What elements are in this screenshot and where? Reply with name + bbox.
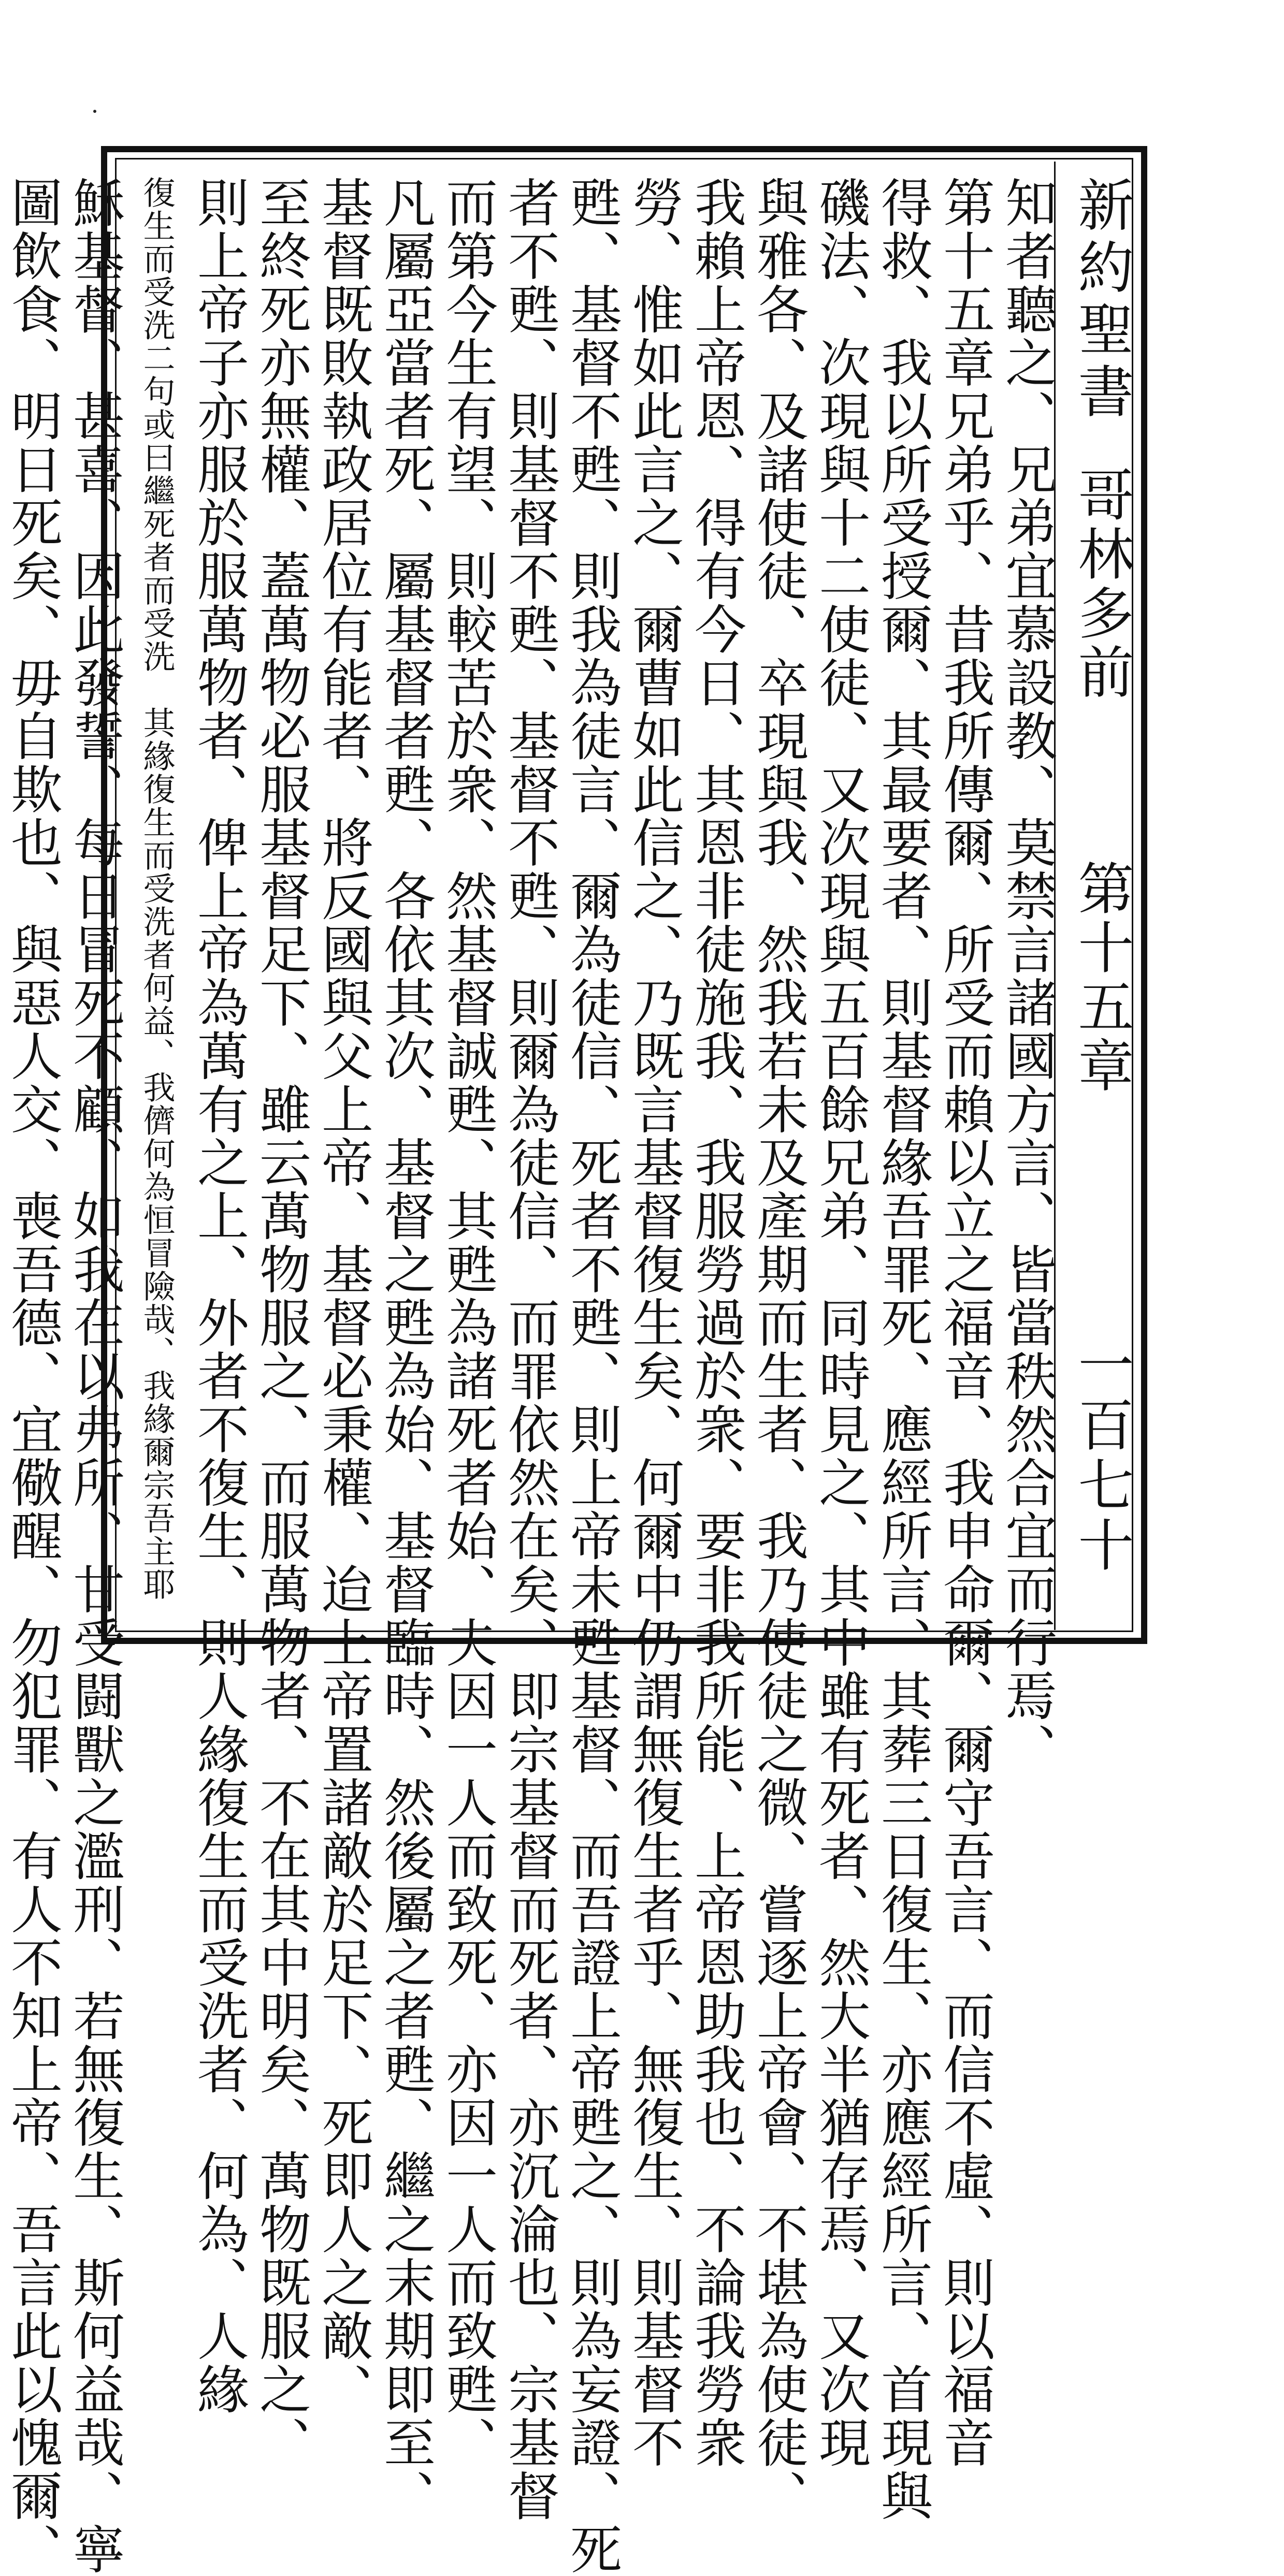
text-column: 知者聽之、兄弟宜慕設教、莫禁言諸國方言、皆當秩然合宜而行焉、 [997, 176, 1057, 1776]
book-name: 哥林多前 [1069, 466, 1133, 702]
page-number: 一百七十 [1069, 1336, 1133, 1576]
text-column: 穌基督、甚喜、因此發誓、每日冒死不顧、如我在以弗所、甘受闘獸之濫刑、若無復生、斯何益哉、寧 [64, 176, 125, 2576]
text-column: 得救、我以所受授爾、其最要者、則基督緣吾罪死、應經所言、其葬三日復生、亦應經所言、首現與 [872, 176, 933, 2523]
book-title: 新約聖書 [1069, 176, 1133, 425]
speck-mark [93, 110, 96, 113]
text-column: 我賴上帝恩、得有今日、其恩非徒施我、我服勞過於衆、要非我所能、上帝恩助我也、不論我勞衆 [686, 176, 746, 2469]
chapter-label: 第十五章 [1069, 860, 1133, 1096]
text-column: 者不甦、則基督不甦、基督不甦、則爾為徒信、而罪依然在矣、即宗基督而死者、亦沉淪也、宗基督 [499, 176, 560, 2523]
text-column: 則上帝子亦服於服萬物者、俾上帝為萬有之上、外者不復生、則人緣復生而受洗者、何為、人緣 [189, 176, 249, 2416]
text-column: 第十五章兄弟乎、昔我所傳爾、所受而賴以立之福音、我申命爾、爾守吾言、而信不虛、則以福音 [934, 176, 995, 2469]
running-header [1062, 176, 1139, 1605]
text-column: 磯法、次現與十二使徒、又次現與五百餘兄弟、同時見之、其中雖有死者、然大半猶存焉、又次現 [810, 176, 871, 2469]
text-column: 圖飲食、明日死矣、毋自欺也、與惡人交、喪吾德、宜儆醒、勿犯罪、有人不知上帝、吾言此以愧爾、 [2, 176, 63, 2576]
text-column: 勞、惟如此言之、爾曹如此信之、乃既言基督復生矣、何爾中仍謂無復生者乎、無復生、則基督不 [624, 176, 684, 2469]
text-column: 至終死亦無權、蓋萬物必服基督足下、雖云萬物服之、而服萬物者、不在其中明矣、萬物既服之、 [251, 176, 311, 2469]
text-column: 凡屬亞當者死、屬基督者甦、各依其次、基督之甦為始、基督臨時、然後屬之者甦、繼之末期即至、 [375, 176, 436, 2523]
text-column: 而第今生有望、則較苦於衆、然基督誠甦、其甦為諸死者始、夫因一人而致死、亦因一人而致甦、 [437, 176, 498, 2469]
text-column: 基督既敗執政居位有能者、將反國與父上帝、基督必秉權、迨上帝置諸敵於足下、死即人之敵、 [313, 176, 373, 2416]
text-column: 甦、基督不甦、則我為徒言、爾為徒信、死者不甦、則上帝未甦基督、而吾證上帝甦之、則為妄證、死 [561, 176, 622, 2576]
text-column-note: 復生而受洗二句或曰繼死者而受洗 其緣復生而受洗者何益、我儕何為恒冒險哉、我緣爾宗吾主耶 [138, 176, 176, 1601]
text-column: 與雅各、及諸使徒、卒現與我、然我若未及產期而生者、我乃使徒之微、嘗逐上帝會、不堪為使徒、 [748, 176, 809, 2523]
text-body [2, 176, 1058, 2576]
